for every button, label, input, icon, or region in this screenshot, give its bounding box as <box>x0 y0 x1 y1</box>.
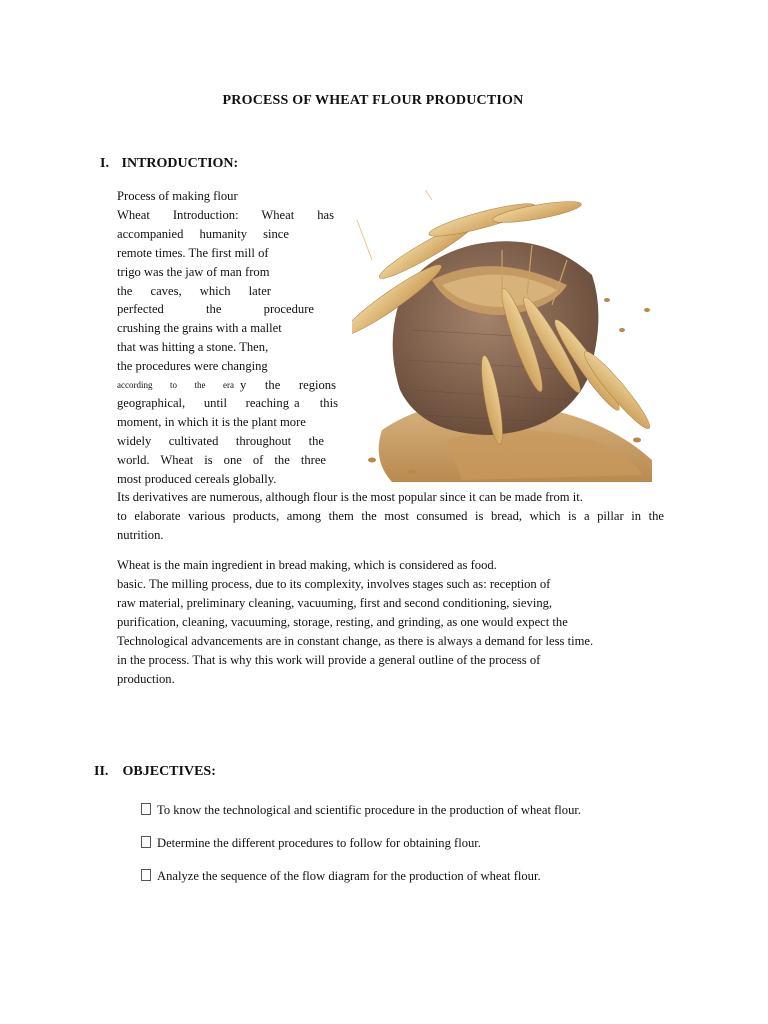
text-line: y the regions <box>240 378 336 392</box>
text-line: the caves, which later <box>117 284 271 298</box>
section-number: I. <box>100 156 109 171</box>
text-line: widely cultivated throughout the <box>117 434 324 448</box>
text-line: accompanied humanity since <box>117 227 289 241</box>
text-line: nutrition. <box>117 528 164 542</box>
text-line: raw material, preliminary cleaning, vacuuming, first and second conditioning, sieving, <box>117 596 553 610</box>
text-line: basic. The milling process, due to its complexity, involves stages such as: reception of <box>117 577 551 591</box>
text-line: that was hitting a stone. Then, <box>117 340 269 354</box>
text-line: Technological advancements are in constant change, as there is always a demand for less time. <box>117 634 594 648</box>
wheat-sack-image <box>352 190 659 482</box>
section-introduction-heading <box>100 156 238 172</box>
text-line: to elaborate various products, among them the most consumed is bread, which is a pillar in the <box>117 509 664 523</box>
document-title: PROCESS OF WHEAT FLOUR PRODUCTION <box>222 93 524 108</box>
section-heading: INTRODUCTION: <box>121 156 239 171</box>
text-line: Wheat is the main ingredient in bread making, which is considered as food. <box>117 558 497 572</box>
text-line: purification, cleaning, vacuuming, storage, resting, and grinding, as one would expect the <box>117 615 568 629</box>
objective-item <box>141 836 481 851</box>
text-line: Its derivatives are numerous, although flour is the most popular since it can be made from it. <box>117 490 583 504</box>
section-number: II. <box>94 764 109 779</box>
text-line-small <box>117 376 234 396</box>
text-line: perfected the procedure <box>117 302 314 316</box>
objective-item <box>141 803 581 818</box>
text-line: production. <box>117 672 175 686</box>
text-line: crushing the grains with a mallet <box>117 321 282 335</box>
text-line: Wheat Introduction: Wheat has <box>117 208 334 222</box>
text-line: Process of making flour <box>117 189 238 203</box>
text-line: world. Wheat is one of the three <box>117 453 326 467</box>
objective-text: To know the technological and scientific procedure in the production of wheat flour. <box>157 803 582 817</box>
section-heading: OBJECTIVES: <box>122 764 216 779</box>
text-line: the procedures were changing <box>117 359 268 373</box>
text-line: geographical, until reaching <box>117 396 289 410</box>
objective-text: Determine the different procedures to follow for obtaining flour. <box>157 836 481 850</box>
text-line: a this <box>294 396 338 410</box>
text-line: trigo was the jaw of man from <box>117 265 270 279</box>
text-line: moment, in which it is the plant more <box>117 415 306 429</box>
checkbox-bullet-icon <box>141 836 151 848</box>
text-line: most produced cereals globally. <box>117 472 277 486</box>
text-line: in the process. That is why this work will provide a general outline of the process of <box>117 653 541 667</box>
small-text: according to the era <box>117 380 234 390</box>
checkbox-bullet-icon <box>141 803 151 815</box>
objective-item <box>141 869 541 884</box>
text-line: remote times. The first mill of <box>117 246 269 260</box>
section-objectives-heading <box>94 764 216 780</box>
checkbox-bullet-icon <box>141 869 151 881</box>
objective-text: Analyze the sequence of the flow diagram for the production of wheat flour. <box>157 869 541 883</box>
